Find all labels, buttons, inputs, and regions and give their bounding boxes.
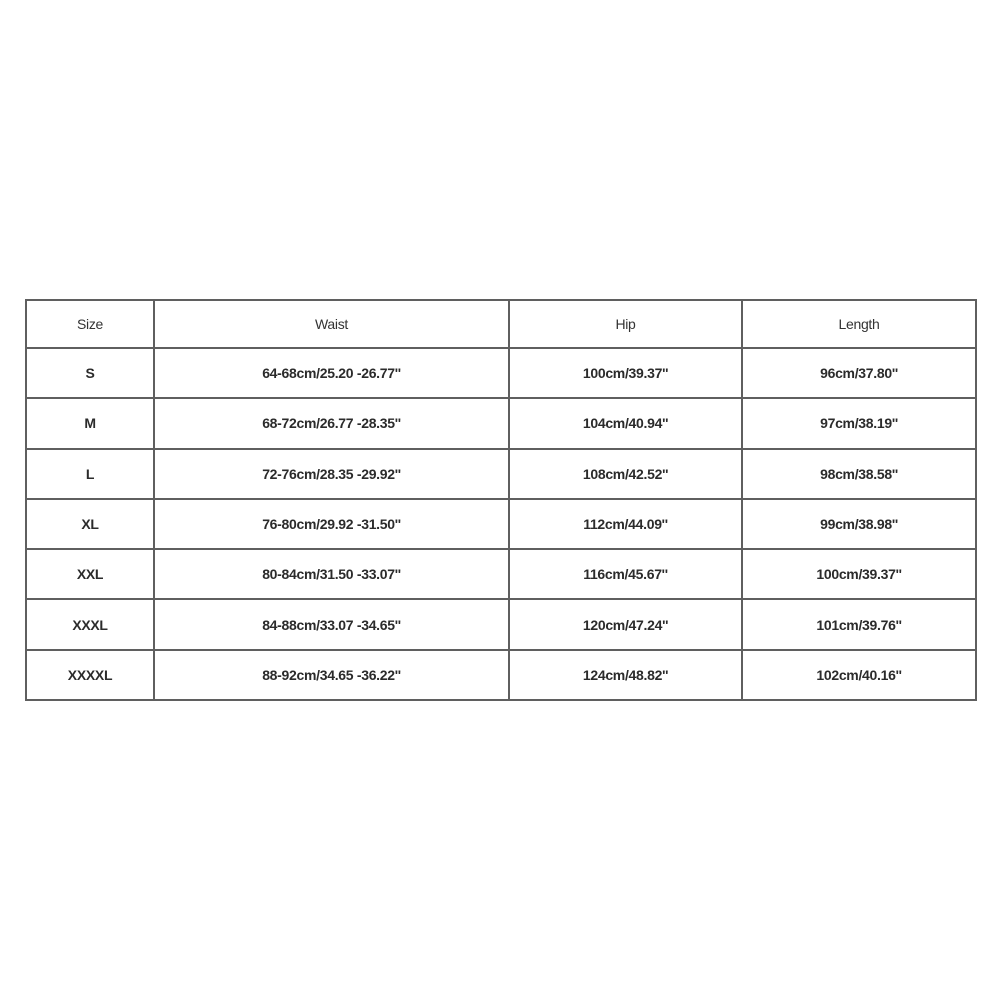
hip-cell: 112cm/44.09'' [509, 499, 742, 549]
table-row [26, 499, 976, 549]
size-cell: XXL [26, 549, 154, 599]
waist-cell: 88-92cm/34.65 -36.22'' [154, 650, 509, 700]
hip-cell: 108cm/42.52'' [509, 449, 742, 499]
length-cell: 100cm/39.37'' [742, 549, 976, 599]
size-cell: XL [26, 499, 154, 549]
length-cell: 96cm/37.80'' [742, 348, 976, 398]
length-cell: 99cm/38.98'' [742, 499, 976, 549]
length-cell: 101cm/39.76'' [742, 599, 976, 649]
hip-cell: 124cm/48.82'' [509, 650, 742, 700]
header-length: Length [742, 300, 976, 348]
size-cell: L [26, 449, 154, 499]
waist-cell: 84-88cm/33.07 -34.65'' [154, 599, 509, 649]
hip-cell: 104cm/40.94'' [509, 398, 742, 448]
hip-cell: 116cm/45.67'' [509, 549, 742, 599]
header-size: Size [26, 300, 154, 348]
length-cell: 97cm/38.19'' [742, 398, 976, 448]
waist-cell: 64-68cm/25.20 -26.77'' [154, 348, 509, 398]
table-row [26, 650, 976, 700]
table-row [26, 549, 976, 599]
size-cell: XXXXL [26, 650, 154, 700]
table-row [26, 398, 976, 448]
size-cell: S [26, 348, 154, 398]
hip-cell: 120cm/47.24'' [509, 599, 742, 649]
size-cell: M [26, 398, 154, 448]
size-chart-table [25, 299, 977, 701]
table-row [26, 449, 976, 499]
table-header-row [26, 300, 976, 348]
table-row [26, 348, 976, 398]
waist-cell: 68-72cm/26.77 -28.35'' [154, 398, 509, 448]
size-cell: XXXL [26, 599, 154, 649]
hip-cell: 100cm/39.37'' [509, 348, 742, 398]
waist-cell: 76-80cm/29.92 -31.50'' [154, 499, 509, 549]
header-hip: Hip [509, 300, 742, 348]
waist-cell: 72-76cm/28.35 -29.92'' [154, 449, 509, 499]
length-cell: 98cm/38.58'' [742, 449, 976, 499]
table-row [26, 599, 976, 649]
header-waist: Waist [154, 300, 509, 348]
waist-cell: 80-84cm/31.50 -33.07'' [154, 549, 509, 599]
length-cell: 102cm/40.16'' [742, 650, 976, 700]
